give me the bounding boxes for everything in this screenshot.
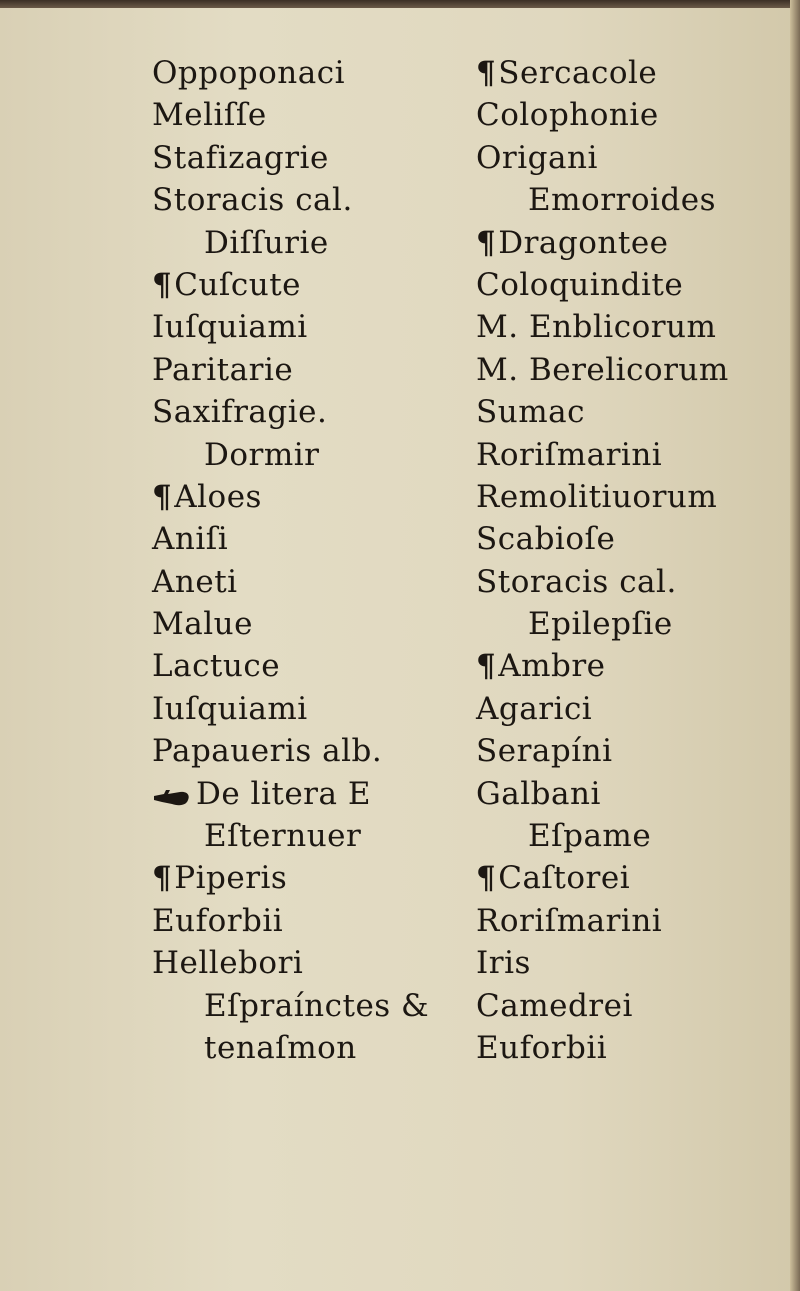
pilcrow-icon: ¶ <box>152 860 173 897</box>
entry-text: Emorroides <box>528 182 717 219</box>
list-item <box>152 349 472 391</box>
entry-text: Storacis cal. <box>476 563 677 600</box>
list-item <box>476 222 776 264</box>
entry-text: Epilepſie <box>528 606 673 643</box>
list-item <box>476 857 776 899</box>
entry-text: Origani <box>476 139 598 176</box>
right-column <box>476 52 776 1069</box>
list-item <box>152 773 472 815</box>
entry-text: Agarici <box>476 690 593 727</box>
section-heading <box>152 815 472 857</box>
entry-text: Aniſi <box>152 521 229 558</box>
entry-text: Iuſquiami <box>152 309 308 346</box>
list-item <box>476 137 776 179</box>
entry-text: Scabioſe <box>476 521 616 558</box>
entry-text: Coloquindite <box>476 266 684 303</box>
list-item <box>476 264 776 306</box>
entry-text: Serapíni <box>476 733 613 770</box>
entry-text: Paritarie <box>152 351 294 388</box>
entry-text: Storacis cal. <box>152 182 353 219</box>
entry-text: Saxifragie. <box>152 394 328 431</box>
entry-text: Euforbii <box>152 902 284 939</box>
entry-text: Stafizagrie <box>152 139 329 176</box>
list-item <box>476 773 776 815</box>
section-heading <box>476 179 776 221</box>
list-item <box>476 518 776 560</box>
entry-text: Sumac <box>476 394 585 431</box>
pilcrow-icon: ¶ <box>476 224 497 261</box>
entry-text: Diſſurie <box>204 224 329 261</box>
entry-text: Eſpraínctes & <box>204 987 430 1024</box>
pilcrow-icon: ¶ <box>476 648 497 685</box>
entry-text: Lactuce <box>152 648 281 685</box>
page-top-edge <box>0 0 800 8</box>
entry-text: Roriſmarini <box>476 436 663 473</box>
list-item <box>152 730 472 772</box>
list-item <box>152 179 472 221</box>
list-item <box>152 94 472 136</box>
entry-text: Roriſmarini <box>476 902 663 939</box>
entry-text: Aloes <box>174 478 262 515</box>
entry-text: Meliſſe <box>152 97 267 134</box>
list-item <box>152 52 472 94</box>
list-item <box>476 900 776 942</box>
entry-text: tenaſmon <box>204 1029 357 1066</box>
list-item <box>152 857 472 899</box>
list-item <box>476 52 776 94</box>
entry-text: Remolitiuorum <box>476 478 718 515</box>
list-item <box>152 688 472 730</box>
list-item <box>476 94 776 136</box>
entry-text: Caſtorei <box>498 860 631 897</box>
entry-text: Sercacole <box>498 55 658 91</box>
entry-text: Hellebori <box>152 945 304 982</box>
list-item <box>152 603 472 645</box>
entry-text: M. Berelicorum <box>476 351 729 388</box>
section-heading <box>152 985 472 1027</box>
list-item <box>152 137 472 179</box>
entry-text: De litera E <box>196 775 371 812</box>
list-item <box>476 1027 776 1069</box>
entry-text: Cuſcute <box>174 266 302 303</box>
entry-text: Camedrei <box>476 987 633 1024</box>
entry-text: Malue <box>152 606 253 643</box>
entry-text: Dormir <box>204 436 320 473</box>
entry-text: Iris <box>476 945 531 982</box>
list-item <box>152 518 472 560</box>
list-item <box>476 942 776 984</box>
pilcrow-icon: ¶ <box>476 860 497 897</box>
entry-text: Eſpame <box>528 818 652 855</box>
pilcrow-icon: ¶ <box>152 266 173 303</box>
list-item <box>476 985 776 1027</box>
entry-text: Euforbii <box>476 1029 608 1066</box>
list-item <box>476 645 776 687</box>
list-item <box>476 730 776 772</box>
entry-text: M. Enblicorum <box>476 309 717 346</box>
section-heading <box>476 603 776 645</box>
entry-text: Iuſquiami <box>152 690 308 727</box>
entry-text: Papaueris alb. <box>152 733 383 770</box>
list-item <box>152 476 472 518</box>
list-item <box>152 391 472 433</box>
list-item <box>476 561 776 603</box>
entry-text: Eſternuer <box>204 818 362 855</box>
entry-text: Oppoponaci <box>152 55 345 91</box>
entry-text: Galbani <box>476 775 601 812</box>
pilcrow-icon: ¶ <box>476 55 497 91</box>
entry-text: Dragontee <box>498 224 669 261</box>
section-heading <box>476 815 776 857</box>
entry-text: Ambre <box>498 648 606 685</box>
list-item <box>476 349 776 391</box>
list-item <box>152 645 472 687</box>
list-item <box>152 264 472 306</box>
list-item <box>476 688 776 730</box>
section-heading <box>152 1027 472 1069</box>
list-item <box>152 942 472 984</box>
list-item <box>152 306 472 348</box>
left-column <box>152 52 472 1069</box>
page-gutter-edge <box>790 0 800 1291</box>
list-item <box>152 561 472 603</box>
section-heading <box>152 222 472 264</box>
list-item <box>152 900 472 942</box>
manicule-icon <box>152 782 192 808</box>
list-item <box>476 391 776 433</box>
section-heading <box>152 434 472 476</box>
entry-text: Piperis <box>174 860 288 897</box>
entry-text: Colophonie <box>476 97 659 134</box>
entry-text: Aneti <box>152 563 238 600</box>
list-item <box>476 306 776 348</box>
pilcrow-icon: ¶ <box>152 478 173 515</box>
list-item <box>476 476 776 518</box>
list-item <box>476 434 776 476</box>
